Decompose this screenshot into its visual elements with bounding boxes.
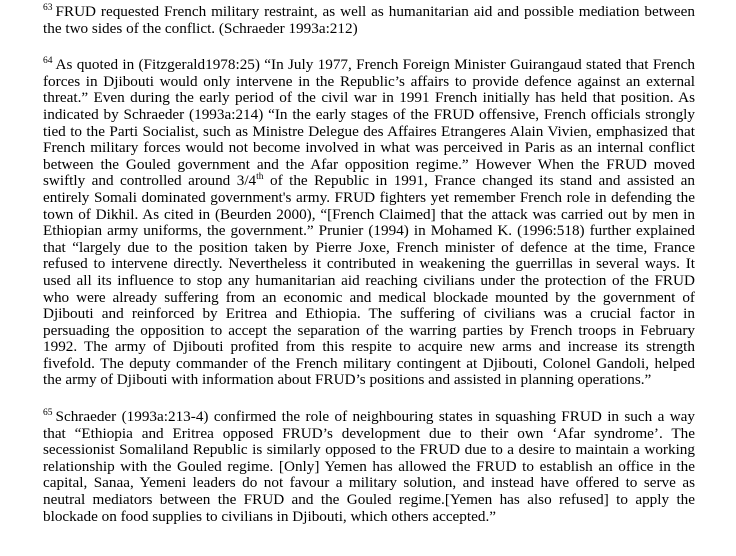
- footnotes-page: [43, 4, 695, 525]
- footnote-text: Schraeder (1993a:213-4) confirmed the role of neighbouring states in squashing FRUD in such a way that “Ethiopia and Eritrea opposed FRUD’s development due to their own ‘Afar syndrome’. The secessionist Somaliland Republic is similarly opposed to the FRUD due to a desire to maintain a working relationship with the Gouled regime. [Only] Yemen has allowed the FRUD to establish an office in the capital, Sanaa, Yemeni leaders do not favour a military solution, and instead have offered to serve as neutral mediators between the FRUD and the Gouled regime.[Yemen has also refused] to apply the blockade on food supplies to civilians in Djibouti, which others accepted.”: [43, 408, 695, 525]
- footnote-text-part-1: As quoted in (Fitzgerald1978:25) “In July 1977, French Foreign Minister Guirangaud stated that French forces in Djibouti would only intervene in the Republic’s affairs to provide defence against an external threat.” Even during the early period of the civil war in 1991 French initially has held that position. As indicated by Schraeder (1993a:214) “In the early stages of the FRUD offensive, French officials strongly tied to the Parti Socialist, such as Ministre Delegue des Affaires Etrangeres Alain Vivien, emphasized that French military forces would not become involved in what was perceived in Paris as an internal conflict between the Gouled government and the Afar opposition regime.” However When the FRUD moved swiftly and controlled around 3/4: [43, 56, 695, 190]
- footnote-64: [43, 57, 695, 389]
- footnote-number: 63: [43, 2, 53, 13]
- ordinal-superscript: th: [256, 172, 264, 183]
- footnote-text: FRUD requested French military restraint, as well as humanitarian aid and possible mediation between the two sides of the conflict. (Schraeder 1993a:212): [43, 3, 695, 37]
- footnote-text-part-2: of the Republic in 1991, France changed its stand and assisted an entirely Somali dominated government's army. FRUD fighters yet remember French role in defending the town of Dikhil. As cited in (Beurden 2000), “[French Claimed] that the attack was carried out by men in Ethiopian army uniforms, the government.” Prunier (1994) in Mohamed K. (1996:518) further explained that “largely due to the position taken by Pierre Joxe, French minister of defence at the time, France refused to intervene directly. Nevertheless it contributed in weakening the guerrillas in several ways. It used all its influence to stop any humanitarian aid reaching civilians under the protection of the FRUD who were already suffering from an economic and medical blockade mounted by the government of Djibouti and reinforced by Eritrea and Ethiopia. The suffering of civilians was a crucial factor in persuading the opposition to accept the separation of the warring parties by French troops in February 1992. The army of Djibouti profited from this respite to acquire new arms and increase its strength fivefold. The deputy commander of the French military contingent at Djibouti, Colonel Gandoli, helped the army of Djibouti with information about FRUD’s positions and assisted in planning operations.”: [43, 172, 695, 389]
- footnote-number: 64: [43, 56, 53, 67]
- footnote-number: 65: [43, 408, 53, 418]
- footnote-65: [43, 409, 695, 525]
- footnote-63: [43, 4, 695, 37]
